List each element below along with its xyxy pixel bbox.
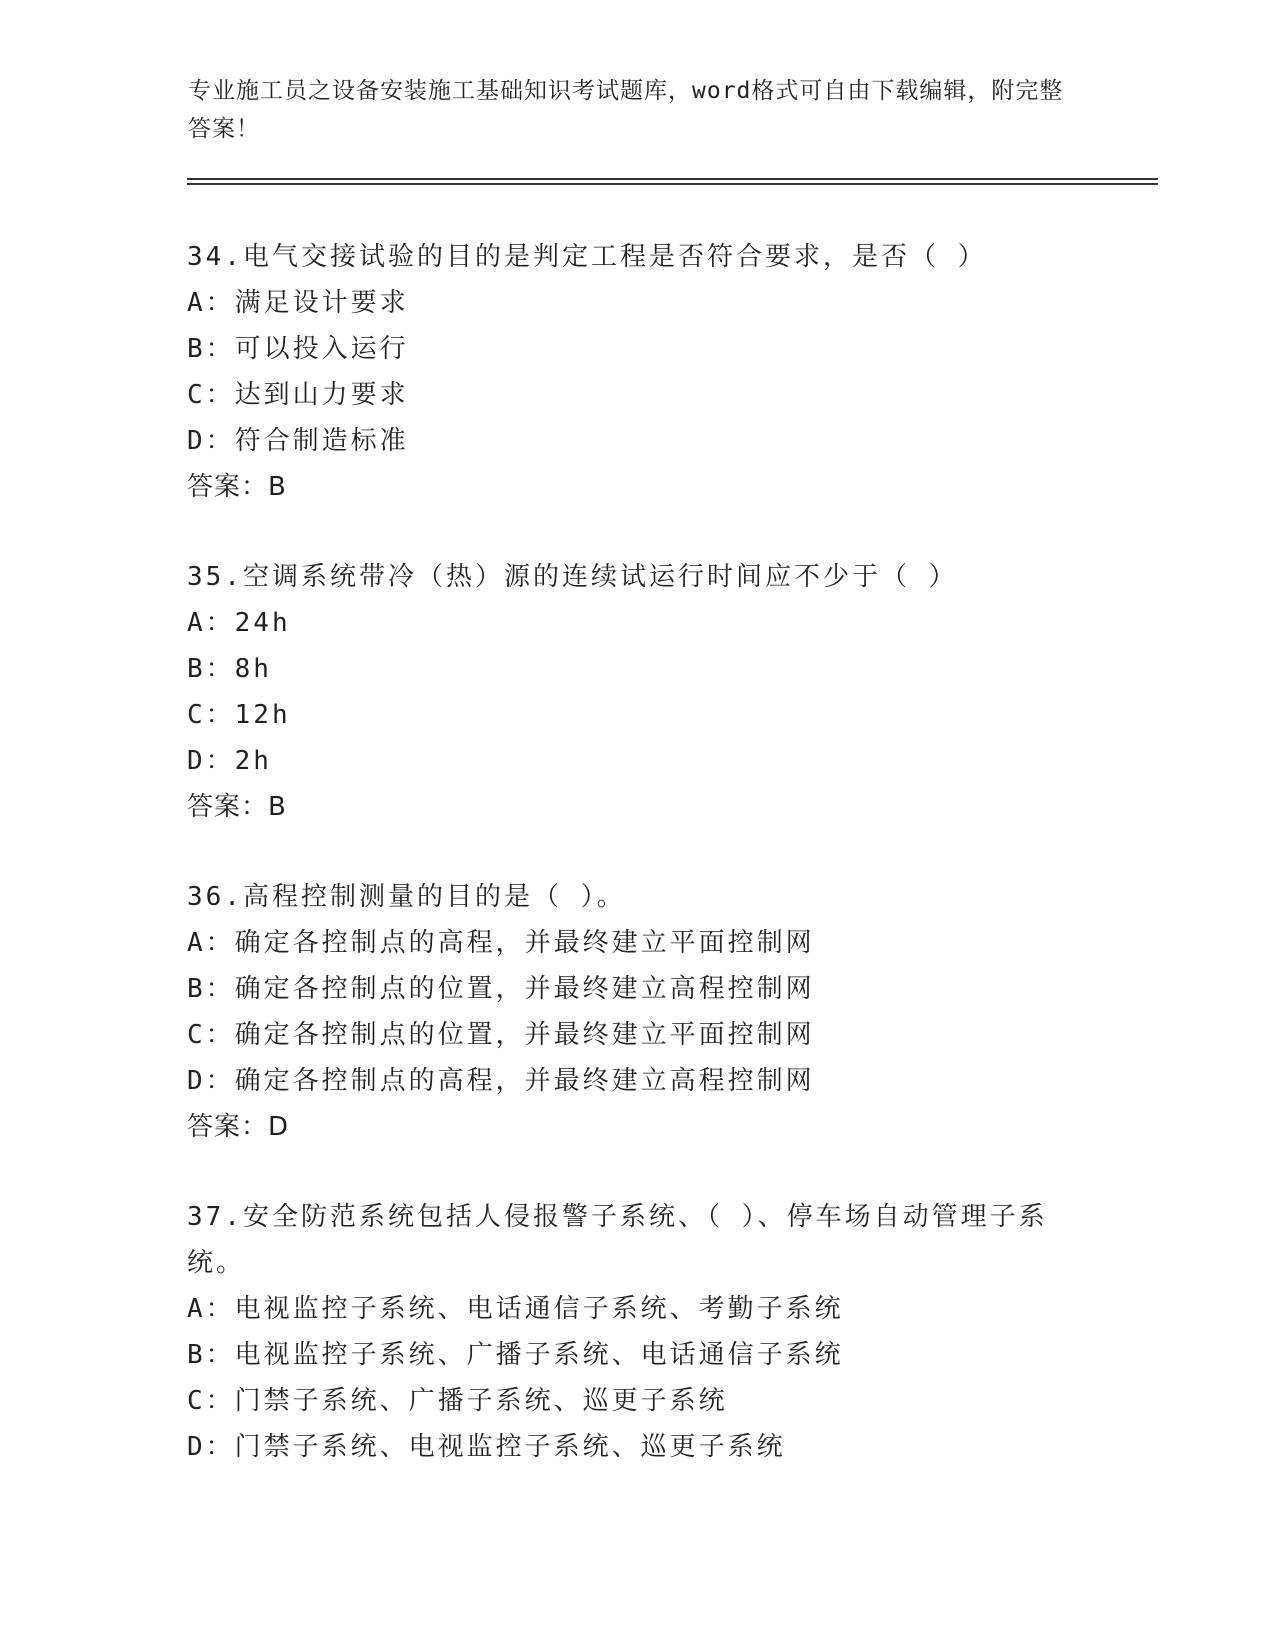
option-b: B：确定各控制点的位置，并最终建立高程控制网 [187,974,815,1004]
question-36 [187,874,1087,1150]
option-d: D：2h [187,746,272,776]
option-c: C：门禁子系统、广播子系统、巡更子系统 [187,1386,728,1416]
question-stem: 37.安全防范系统包括人侵报警子系统、（ ）、停车场自动管理子系统。 [187,1202,1048,1278]
option-d: D：确定各控制点的高程，并最终建立高程控制网 [187,1066,815,1096]
answer: 答案：B [187,792,287,822]
header-divider-top [187,178,1158,180]
option-b: B：电视监控子系统、广播子系统、电话通信子系统 [187,1340,844,1370]
question-37 [187,1194,1087,1470]
answer: 答案：B [187,472,287,502]
option-c: C：确定各控制点的位置，并最终建立平面控制网 [187,1020,815,1050]
answer: 答案：D [187,1112,290,1142]
option-b: B：8h [187,654,272,684]
question-34 [187,234,1087,510]
question-stem: 34.电气交接试验的目的是判定工程是否符合要求，是否（ ） [187,242,987,272]
header-divider-bottom [187,183,1158,185]
option-c: C：12h [187,700,291,730]
option-a: A：满足设计要求 [187,288,409,318]
option-c: C：达到山力要求 [187,380,409,410]
document-header: 专业施工员之设备安装施工基础知识考试题库，word格式可自由下载编辑，附完整答案！ [188,78,1064,142]
question-35 [187,554,1087,830]
option-b: B：可以投入运行 [187,334,409,364]
option-a: A：确定各控制点的高程，并最终建立平面控制网 [187,928,815,958]
question-stem: 35.空调系统带冷（热）源的连续试运行时间应不少于（ ） [187,562,958,592]
option-a: A：电视监控子系统、电话通信子系统、考勤子系统 [187,1294,844,1324]
question-stem: 36.高程控制测量的目的是（ ）。 [187,882,626,912]
option-d: D：门禁子系统、电视监控子系统、巡更子系统 [187,1432,786,1462]
option-d: D：符合制造标准 [187,426,409,456]
option-a: A：24h [187,608,291,638]
